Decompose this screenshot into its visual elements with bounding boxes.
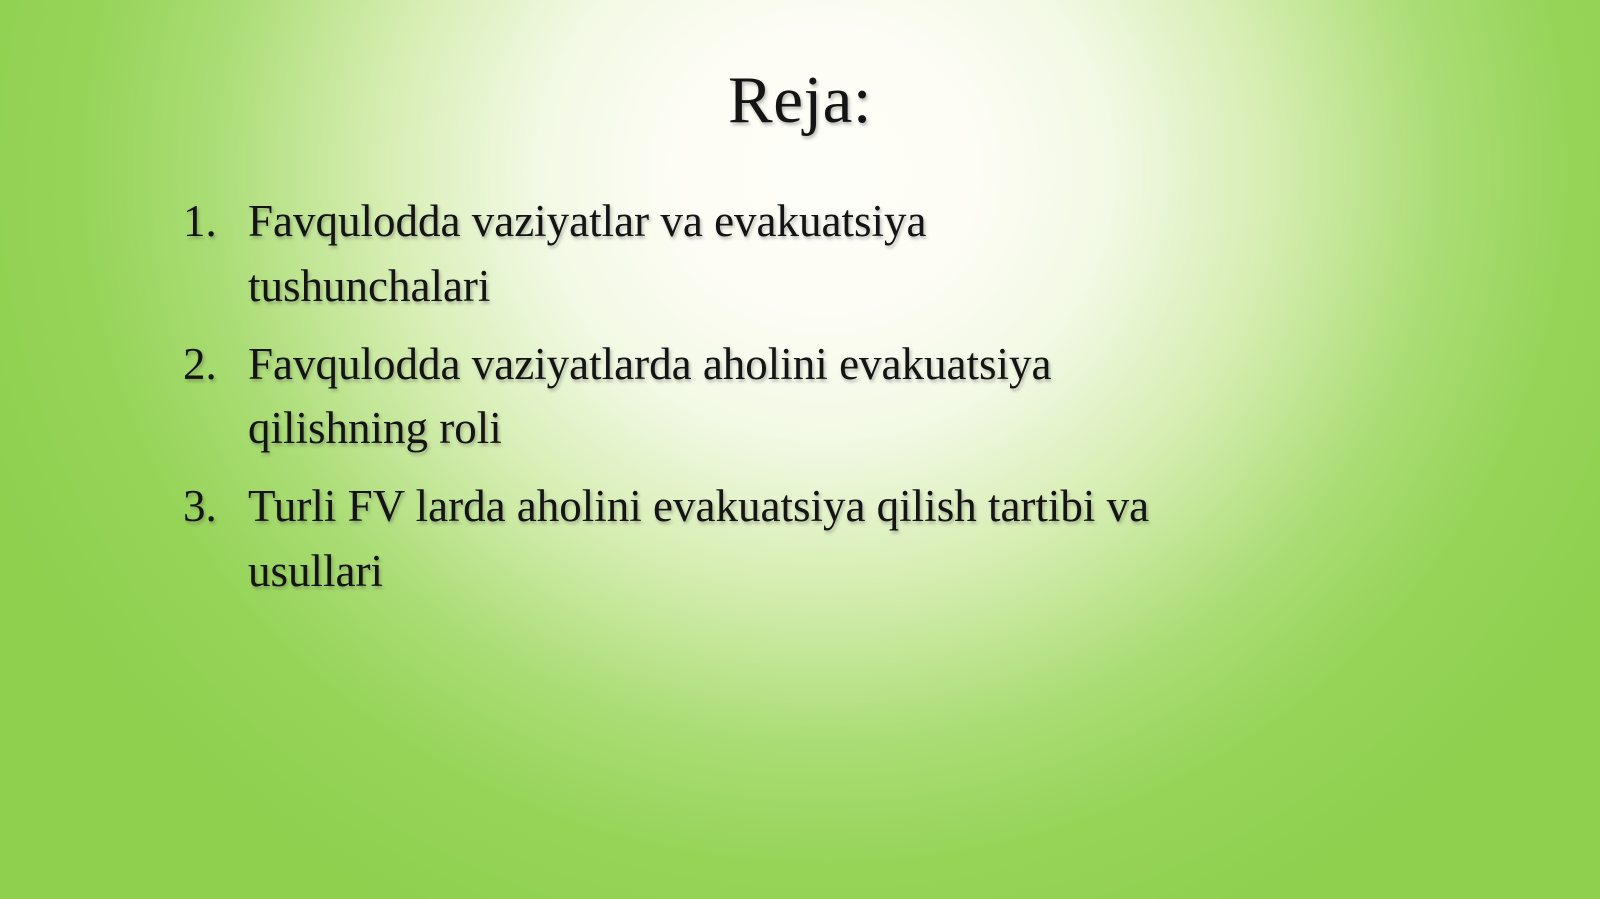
numbered-list: [183, 189, 1520, 604]
list-item: [183, 474, 1520, 604]
list-item-line: Favqulodda vaziyatlarda aholini evakuatsiya: [248, 338, 1052, 389]
slide-title: Reja:: [728, 63, 872, 137]
list-item-line: Turli FV larda aholini evakuatsiya qilish tartibi va: [248, 481, 1150, 532]
list-item-number: 3.: [183, 481, 217, 532]
list-item-number: 2.: [183, 338, 217, 389]
list-item: [183, 332, 1520, 462]
list-item-line: tushunchalari: [248, 260, 491, 311]
list-item-number: 1.: [183, 196, 217, 247]
list-item: [183, 189, 1520, 319]
list-item-text: [248, 332, 1051, 462]
list-item-text: [248, 189, 927, 319]
list-item-line: usullari: [248, 546, 383, 597]
list-item-line: Favqulodda vaziyatlar va evakuatsiya: [248, 196, 927, 247]
list-item-text: [248, 474, 1149, 604]
list-item-line: qilishning roli: [248, 403, 502, 454]
